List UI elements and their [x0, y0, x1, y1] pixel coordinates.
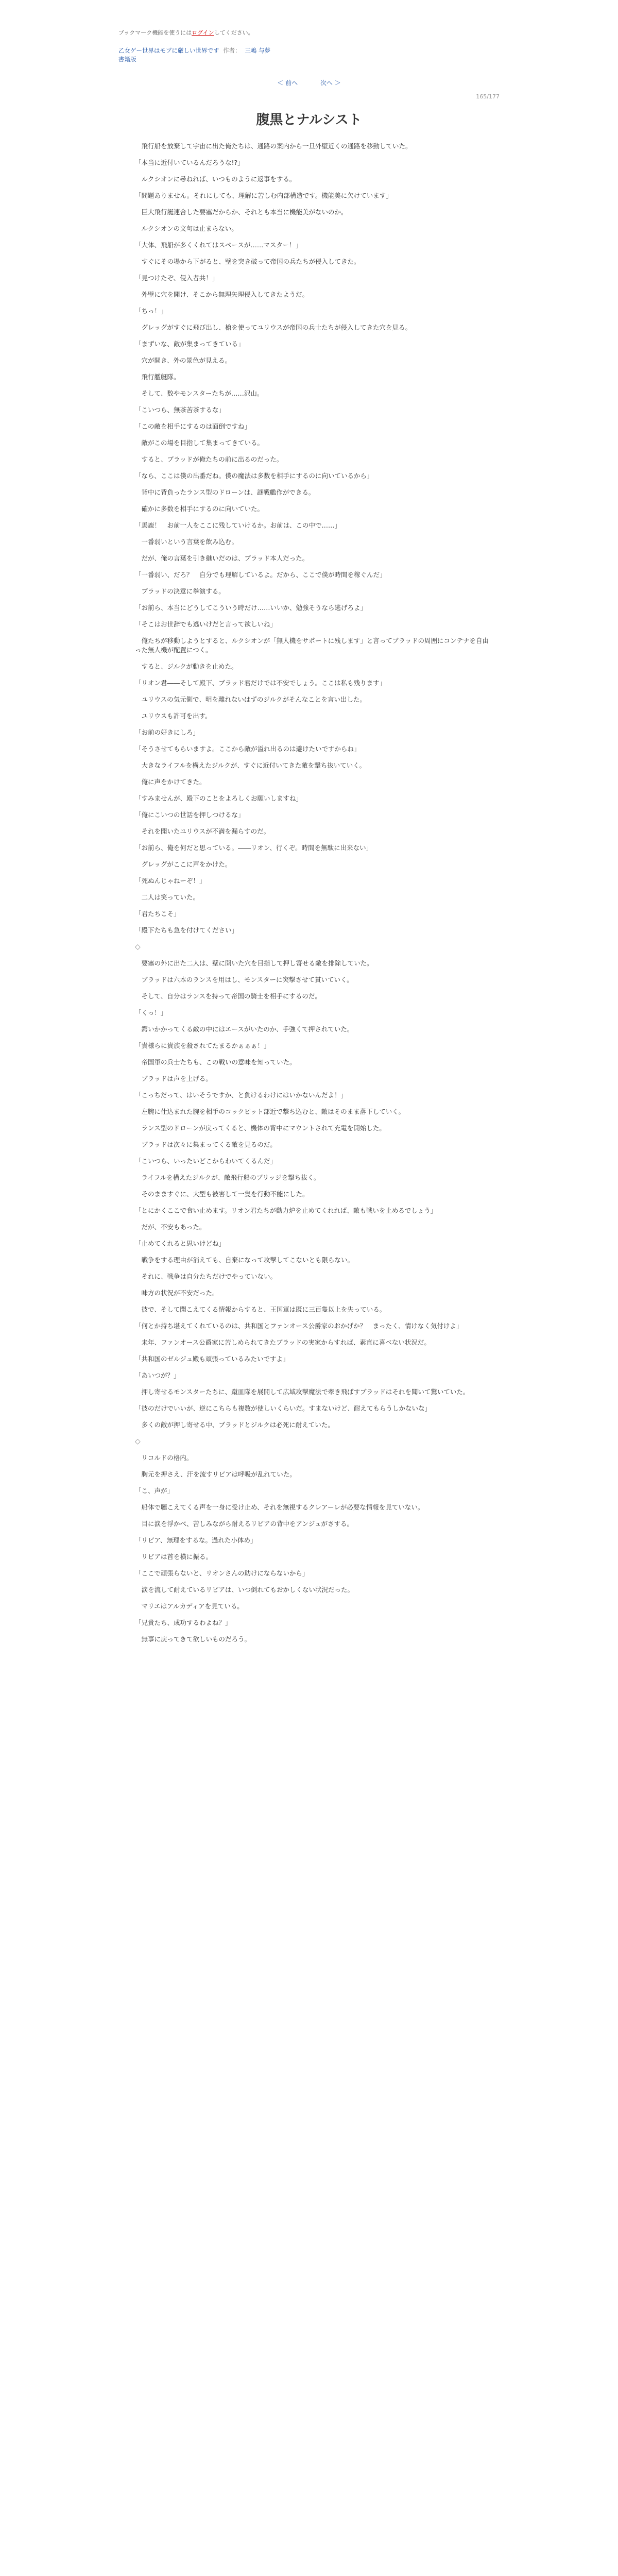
paragraph: 未年、ファンオース公爵家に苦しめられてきたブラッドの実家からすれば、素直に喜べない状況だ。: [135, 1338, 431, 1346]
paragraph: 「馬鹿！ お前一人をここに残していけるか。お前は、この中で……」: [135, 521, 341, 529]
paragraph: ユリウスの気元側で、明を離れないはずのジルクがそんなことを言い出した。: [135, 696, 366, 703]
paragraph-gap: [135, 580, 489, 587]
paragraph-gap: [135, 1232, 489, 1239]
paragraph-gap: [135, 886, 489, 893]
paragraph: ブラッドは次々に集まってくる敵を見るのだ。: [135, 1141, 277, 1148]
paragraph-gap: [135, 629, 489, 636]
paragraph: 「君たちこそ」: [135, 910, 180, 918]
paragraph: 多くの敵が押し寄せる中、ブラッドとジルクは必死に耐えていた。: [135, 1421, 334, 1429]
paragraph-gap: [135, 167, 489, 175]
paragraph-gap: [135, 514, 489, 521]
paragraph: すると、ジルクが動きを止めた。: [135, 663, 238, 670]
paragraph-gap: [135, 481, 489, 488]
paragraph-gap: [135, 985, 489, 992]
paragraph: 戦争をする理由が消えても、自棄になって攻撃してこないとも限らない。: [135, 1256, 354, 1264]
paragraph-gap: [135, 184, 489, 191]
author-label: 作者：: [223, 47, 241, 54]
paragraph-gap: [135, 1430, 489, 1437]
paragraph-gap: [135, 1331, 489, 1338]
paragraph-gap: [135, 365, 489, 372]
paragraph-gap: [135, 787, 489, 794]
paragraph: 「お前ら、俺を何だと思っている。――リオン、行くぞ。時間を無駄に出来ない」: [135, 844, 373, 852]
paragraph: 二人は笑っていた。: [135, 893, 200, 901]
login-notice: [118, 29, 500, 37]
paragraph-gap: [135, 655, 489, 662]
paragraph: 涙を流して耐えているリビアは、いつ倒れてもおかしくない状況だった。: [135, 1586, 354, 1594]
paragraph: 「貴様らに貴族を殺されてたまるかぁぁぁ！」: [135, 1042, 270, 1049]
paragraph-gap: [135, 1265, 489, 1272]
paragraph-gap: [135, 1182, 489, 1190]
breadcrumb: [118, 46, 500, 64]
paragraph: 確かに多数を相手にするのに向いていた。: [135, 505, 264, 513]
paragraph-gap: [135, 770, 489, 777]
paragraph: 「リビア、無理をするな。過れた小体め」: [135, 1536, 257, 1544]
paragraph-gap: [135, 1611, 489, 1618]
paragraph: だが、不安もあった。: [135, 1223, 206, 1231]
paragraph-gap: [135, 1578, 489, 1585]
paragraph: マリエはアルカディアを見ている。: [135, 1602, 244, 1610]
paragraph: すると、ブラッドが俺たちの前に出るのだった。: [135, 455, 283, 463]
paragraph: そして、自分はランスを持って帝国の騎士を相手にするのだ。: [135, 992, 321, 1000]
paragraph: 要塞の外に出た二人は、壁に開いた穴を目指して押し寄せる敵を排除していた。: [135, 959, 373, 967]
paragraph-gap: [135, 1562, 489, 1569]
paragraph: すぐにその場から下がると、壁を突き破って帝国の兵たちが侵入してきた。: [135, 258, 360, 265]
paragraph: 「くっ！」: [135, 1009, 167, 1016]
paragraph-gap: [135, 415, 489, 422]
paragraph-gap: [135, 1298, 489, 1305]
paragraph-gap: [135, 869, 489, 876]
paragraph: 船体で聴こえてくる声を一身に受け止め、それを無視するクレアーレが必要な情報を見ていない。: [135, 1503, 424, 1511]
paragraph: 「この敵を相手にするのは面倒ですね」: [135, 422, 251, 430]
paragraph: 「こいつら、いったいどこからわいてくるんだ」: [135, 1157, 277, 1165]
paragraph-gap: [135, 1083, 489, 1091]
paragraph: ライフルを構えたジルクが、敵飛行船のブリッジを撃ち抜く。: [135, 1174, 320, 1181]
paragraph-gap: [135, 382, 489, 389]
paragraph-gap: [135, 820, 489, 827]
paragraph-gap: [135, 547, 489, 554]
paragraph-gap: [135, 613, 489, 620]
paragraph-gap: [135, 1314, 489, 1321]
series-title-link[interactable]: 乙女ゲー世界はモブに厳しい世界です: [118, 47, 219, 54]
paragraph: 飛行船を放棄して宇宙に出た俺たちは、通路の案内から一旦外壁近くの通路を移動していた。: [135, 142, 412, 150]
paragraph: そして、数やモンスターたちが……沢山。: [135, 389, 264, 397]
paragraph-gap: [135, 1034, 489, 1041]
paragraph-gap: [135, 1628, 489, 1635]
paragraph-gap: [135, 853, 489, 860]
paragraph-gap: [135, 596, 489, 603]
paragraph-gap: [135, 1100, 489, 1107]
paragraph: 「すみませんが、殿下のことをよろしくお願いしますね」: [135, 794, 303, 802]
next-link[interactable]: 次へ ＞: [320, 79, 341, 87]
paragraph-gap: [135, 299, 489, 307]
paragraph: 「リオン君――そして殿下、ブラッド君だけでは不安でしょう。ここは私も残ります」: [135, 679, 386, 687]
paragraph-gap: [135, 1380, 489, 1387]
paragraph: 飛行艦艇隊。: [135, 373, 180, 381]
paragraph: それに、戦争は自分たちだけでやっていない。: [135, 1273, 277, 1280]
paragraph-gap: [135, 1215, 489, 1223]
paragraph: グレッグがここに声をかけた。: [135, 860, 232, 868]
paragraph-gap: [135, 1133, 489, 1140]
paragraph: 「なら、ここは僕の出番だね。僕の魔法は多数を相手にするのに向いているから」: [135, 472, 373, 480]
paragraph-gap: [135, 316, 489, 323]
paragraph-gap: [135, 1281, 489, 1289]
paragraph-gap: [135, 1545, 489, 1552]
paragraph: 俺に声をかけてきた。: [135, 778, 206, 786]
page: [118, 0, 500, 1644]
paragraph-gap: [135, 497, 489, 504]
paragraph-gap: [135, 530, 489, 537]
paragraph-gap: [135, 448, 489, 455]
paragraph: ユリウスも許可を出す。: [135, 712, 212, 720]
paragraph: 「一番弱い、だろ？ 自分でも理解しているよ。だから、ここで僕が時間を稼ぐんだ」: [135, 571, 386, 579]
paragraph-gap: [135, 919, 489, 926]
paragraph-gap: [135, 704, 489, 711]
paragraph: 背中に背負ったランス型のドローンは、謎戦艦作ができる。: [135, 488, 315, 496]
paragraph-gap: [135, 1018, 489, 1025]
paragraph: ブラッドの決意に拳演する。: [135, 587, 225, 595]
paragraph-gap: [135, 200, 489, 208]
paragraph: 巨大飛行艇連合した要塞だからか、それとも本当に機能美がないのか。: [135, 208, 348, 216]
paragraph: 彼で、そして聞こえてくる情報からすると、王国軍は既に三百隻以上を失っている。: [135, 1306, 386, 1313]
paragraph-gap: [135, 1149, 489, 1157]
paragraph-gap: [135, 1397, 489, 1404]
paragraph-gap: [135, 754, 489, 761]
paragraph-gap: [135, 1413, 489, 1420]
paragraph: ブラッドは声を上げる。: [135, 1075, 212, 1082]
paragraph-gap: [135, 952, 489, 959]
paragraph-gap: [135, 688, 489, 695]
paragraph: リビアは首を横に振る。: [135, 1553, 213, 1561]
paragraph-gap: [135, 1479, 489, 1486]
paragraph: ルクシオンの文句は止まらない。: [135, 225, 238, 232]
paragraph-gap: [135, 1364, 489, 1371]
paragraph: 「そこはお世辞でも逃いけだと言って欲しいね」: [135, 620, 277, 628]
paragraph: 大きなライフルを構えたジルクが、すぐに近付いてきた敵を撃ち抜いていく。: [135, 761, 366, 769]
chapter-body: [118, 142, 500, 1644]
paragraph: 「こ、声が」: [135, 1487, 174, 1495]
paragraph: 「彼のだけでいいが、逆にこちらも複数が使しいくらいだ。すまないけど、耐えてもらうしかないな」: [135, 1404, 432, 1412]
notice-suffix: してください。: [214, 29, 254, 36]
paragraph-gap: [135, 968, 489, 975]
paragraph: グレッグがすぐに飛び出し、槍を使ってユリウスが帝国の兵士たちが侵入してきた穴を見る。: [135, 324, 412, 331]
paragraph: 「死ぬんじゃねーぞ！」: [135, 877, 206, 885]
paragraph: 「問題ありません。それにしても、理解に苦しむ内部構造です。機能美に欠けています」: [135, 192, 392, 199]
paragraph: 味方の状況が不安だった。: [135, 1289, 219, 1297]
paragraph-gap: [135, 721, 489, 728]
notice-text: ブックマーク機能を使うには: [118, 29, 192, 36]
paragraph-gap: [135, 836, 489, 843]
chapter-nav: [118, 78, 500, 87]
page-number: 165/177: [476, 93, 500, 100]
paragraph-gap: [135, 1166, 489, 1173]
paragraph: 一番弱いという言葉を飲み込む。: [135, 538, 238, 546]
paragraph-gap: [135, 671, 489, 679]
paragraph-gap: [135, 1512, 489, 1519]
paragraph-gap: [135, 266, 489, 274]
paragraph: 「まずいな、敵が集まってきている」: [135, 340, 245, 348]
paragraph: リコルドの格内。: [135, 1454, 193, 1462]
paragraph: 穴が開き、外の景色が見える。: [135, 357, 232, 364]
chapter-title: 腹黒とナルシスト: [256, 112, 362, 128]
paragraph: 「兄貴たち、成功するわよね？」: [135, 1619, 232, 1626]
paragraph-gap: [135, 737, 489, 744]
paragraph: 「共和国のゼルジュ殿も頑張っているみたいですよ」: [135, 1355, 289, 1363]
paragraph-gap: [135, 1463, 489, 1470]
subchapter-link[interactable]: 書籍版: [118, 56, 136, 63]
paragraph: 「とにかくここで食い止めます。リオン君たちが動力炉を止めてくれれば、敵も戦いを止めるでしょう」: [135, 1207, 437, 1214]
paragraph: 「そうさせてもらいますよ。ここから敵が溢れ出るのは避けたいですからね」: [135, 745, 360, 753]
paragraph: 「お前ら、本当にどうしてこういう時だけ……いいか、勉強そうなら逃げろよ」: [135, 604, 367, 612]
paragraph: 「ちっ！」: [135, 307, 167, 315]
paragraph: 「止めてくれると思いけどね」: [135, 1240, 226, 1247]
paragraph-gap: [135, 1199, 489, 1206]
paragraph: 「こいつら、無茶苦茶するな」: [135, 406, 226, 414]
paragraph: 左腕に仕込まれた腕を相手のコックピット部近で撃ち込むと、敵はそのまま落下していく。: [135, 1108, 405, 1115]
paragraph-gap: [135, 1248, 489, 1256]
paragraph: 「あいつが？」: [135, 1371, 180, 1379]
paragraph-gap: [135, 1067, 489, 1074]
section-separator: ◇: [135, 943, 141, 951]
paragraph: 「こっちだって、はいそうですか、と負けるわけにはいかないんだよ！」: [135, 1091, 348, 1099]
paragraph: 鍔いかかってくる敵の中にはエースがいたのか、手強くて押されていた。: [135, 1025, 354, 1033]
paragraph-gap: [135, 1595, 489, 1602]
paragraph: 押し寄せるモンスターたちに、蹴皿隊を展開して広域攻撃魔法で牽き飛ばすブラッドはそれを聞いて驚いていた。: [135, 1388, 470, 1396]
paragraph-gap: [135, 217, 489, 224]
paragraph: 無事に戻ってきて欲しいものだろう。: [135, 1635, 251, 1643]
paragraph: 「大体、飛船が多くくれてはスペースが……マスター！」: [135, 241, 302, 249]
paragraph: 「何とか持ち堪えてくれているのは、共和国とファンオース公爵家のおかげか？ まったく、情けなく気付けよ」: [135, 1322, 463, 1330]
paragraph: ルクシオンに尋ねれば、いつものように返事をする。: [135, 175, 296, 183]
paragraph: 目に涙を浮かべ、苦しみながら耐えるリビアの背中をアンジュがさする。: [135, 1520, 353, 1528]
paragraph: 「殿下たちも急を付けてください」: [135, 926, 238, 934]
paragraph: 「ここで頑張らないと、リオンさんの助けにならないから」: [135, 1569, 309, 1577]
paragraph: 「俺にこいつの世話を押しつけるな」: [135, 811, 245, 819]
paragraph-gap: [135, 464, 489, 471]
paragraph: だが、俺の言葉を引き継いだのは、ブラッド本人だった。: [135, 554, 309, 562]
paragraph-gap: [135, 233, 489, 241]
paragraph: 敵がこの場を目指して集まってきている。: [135, 439, 264, 447]
paragraph: ランス型のドローンが戻ってくると、機体の背中にマウントされて充電を開始した。: [135, 1124, 386, 1132]
paragraph-gap: [135, 902, 489, 909]
paragraph-gap: [135, 1446, 489, 1453]
prev-link[interactable]: ＜ 前へ: [277, 79, 298, 87]
paragraph: 帝国軍の兵士たちも、この戦いの意味を知っていた。: [135, 1058, 296, 1066]
paragraph-gap: [135, 431, 489, 438]
paragraph: 俺たちが移動しようとすると、ルクシオンが「無人機をサポートに残します」と言ってブラッドの周囲にコンテナを自由った無人機が配置につく。: [135, 637, 489, 654]
paragraph-gap: [135, 1529, 489, 1536]
paragraph-gap: [135, 803, 489, 810]
paragraph: 「見つけたぞ、侵入者共！」: [135, 274, 219, 282]
paragraph-gap: [135, 332, 489, 340]
paragraph-gap: [135, 1116, 489, 1124]
paragraph-gap: [135, 283, 489, 290]
paragraph: 「本当に近付いているんだろうな!?」: [135, 159, 244, 166]
paragraph: 「お前の好きにしろ」: [135, 728, 200, 736]
paragraph-gap: [135, 563, 489, 570]
section-separator: ◇: [135, 1437, 141, 1446]
paragraph-gap: [135, 398, 489, 405]
login-link[interactable]: ログイン: [192, 29, 214, 36]
paragraph: それを聞いたユリウスが不満を漏らすのだ。: [135, 827, 270, 835]
paragraph: ブラッドは六本のランスを用はし、モンスターに突撃させて貫いていく。: [135, 976, 353, 984]
paragraph: 外壁に穴を開け、そこから無理矢理侵入してきたようだ。: [135, 291, 309, 298]
paragraph: 胸元を押さえ、汗を流すリビアは呼吸が乱れていた。: [135, 1470, 296, 1478]
paragraph-gap: [135, 1496, 489, 1503]
paragraph-gap: [135, 1050, 489, 1058]
paragraph-gap: [135, 349, 489, 356]
paragraph-gap: [135, 935, 489, 942]
paragraph-gap: [135, 151, 489, 158]
paragraph-gap: [135, 250, 489, 257]
paragraph: そのまますぐに、大型も被害して一隻を行動不能にした。: [135, 1190, 309, 1198]
paragraph-gap: [135, 1347, 489, 1354]
author-link[interactable]: 三嶋 与夢: [245, 47, 270, 54]
paragraph-gap: [135, 1001, 489, 1008]
